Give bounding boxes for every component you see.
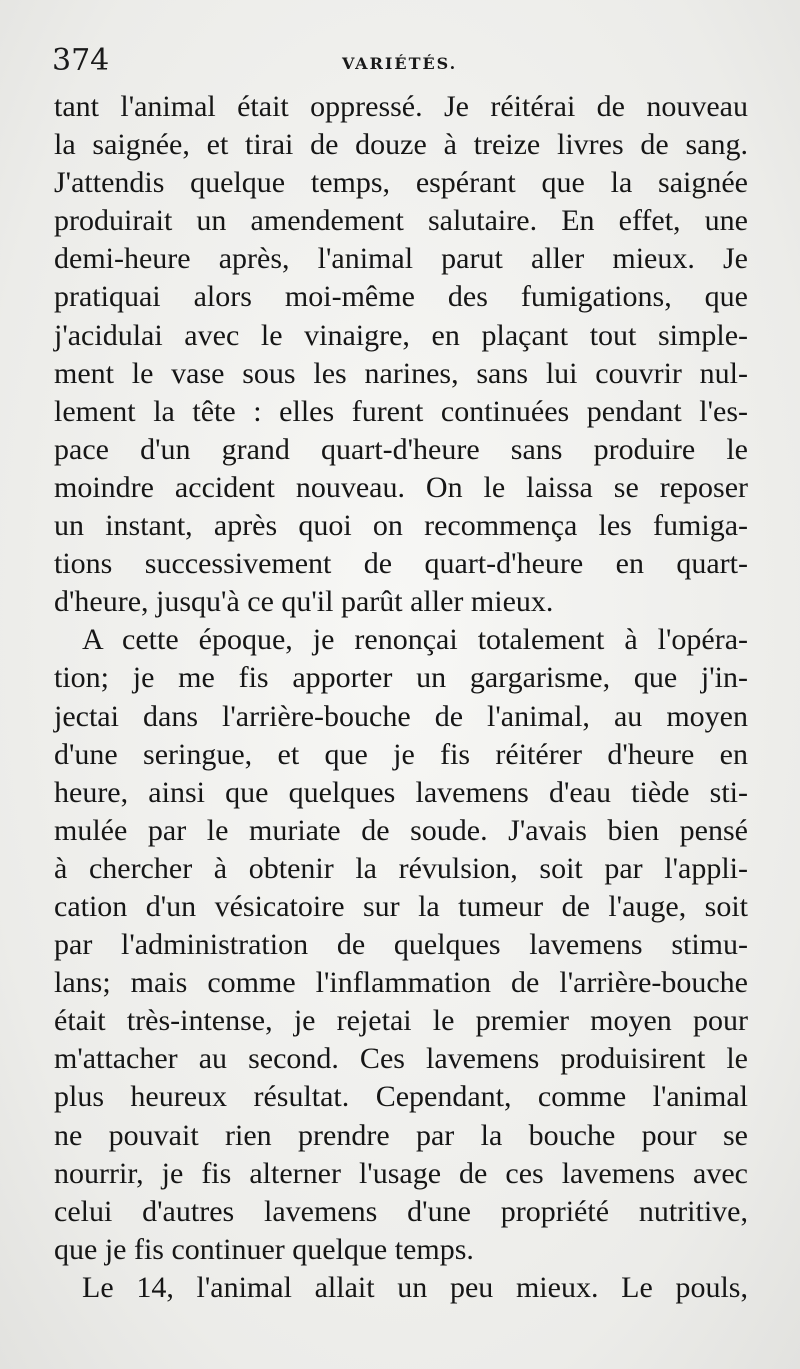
running-head: VARIÉTÉS. (342, 54, 458, 73)
text-line: cation d'un vésicatoire sur la tumeur de l'auge, soit (54, 889, 748, 923)
text-line: moindre accident nouveau. On le laissa se reposer (54, 470, 748, 504)
text-line: m'attacher au second. Ces lavemens produisirent le (54, 1042, 748, 1076)
text-line: par l'administration de quelques lavemens stimu- (54, 928, 748, 962)
text-line: mulée par le muriate de soude. J'avais bien pensé (54, 813, 748, 847)
text-line: heure, ainsi que quelques lavemens d'eau tiède sti- (54, 775, 748, 809)
text-line: tant l'animal était oppressé. Je réitérai de nouveau (54, 90, 748, 123)
text-line: ne pouvait rien prendre par la bouche pour se (54, 1118, 748, 1152)
text-line: la saignée, et tirai de douze à treize livres de sang. (54, 128, 748, 162)
text-line: était très-intense, je rejetai le premier moyen pour (54, 1004, 748, 1038)
text-line: à chercher à obtenir la révulsion, soit par l'appli- (54, 851, 748, 885)
text-line: demi-heure après, l'animal parut aller mieux. Je (54, 242, 748, 276)
text-line: celui d'autres lavemens d'une propriété nutritive, (54, 1194, 748, 1228)
text-line: lans; mais comme l'inflammation de l'arrière-bouche (54, 966, 748, 1000)
text-line: nourrir, je fis alterner l'usage de ces lavemens avec (54, 1156, 748, 1190)
text-line: A cette époque, je renonçai totalement à l'opéra- (82, 623, 748, 657)
text-line: tions successivement de quart-d'heure en quart- (54, 547, 748, 581)
text-line: ment le vase sous les narines, sans lui couvrir nul- (54, 356, 748, 390)
paragraph (54, 621, 748, 1269)
text-line: jectai dans l'arrière-bouche de l'animal, au moyen (54, 699, 748, 733)
text-line: d'une seringue, et que je fis réitérer d'heure en (54, 737, 748, 771)
text-line: J'attendis quelque temps, espérant que la saignée (54, 166, 748, 200)
text-line: que je fis continuer quelque temps. (54, 1232, 474, 1266)
text-line: pace d'un grand quart-d'heure sans produire le (54, 432, 748, 466)
page-header (52, 44, 752, 84)
paragraph (54, 88, 748, 621)
text-line: tion; je me fis apporter un gargarisme, que j'in- (54, 661, 748, 695)
paragraph (54, 1269, 748, 1307)
text-line: d'heure, jusqu'à ce qu'il parût aller mieux. (54, 585, 554, 619)
text-line: pratiquai alors moi-même des fumigations, que (54, 280, 748, 314)
page-number: 374 (52, 43, 110, 78)
text-line: j'acidulai avec le vinaigre, en plaçant tout simple- (54, 318, 748, 352)
text-line: lement la tête : elles furent continuées pendant l'es- (54, 394, 748, 428)
text-line: Le 14, l'animal allait un peu mieux. Le pouls, (82, 1270, 748, 1304)
text-line: produirait un amendement salutaire. En effet, une (54, 204, 748, 238)
text-line: un instant, après quoi on recommença les fumiga- (54, 509, 748, 543)
body-text (54, 88, 748, 1307)
text-line: plus heureux résultat. Cependant, comme l'animal (54, 1080, 748, 1114)
